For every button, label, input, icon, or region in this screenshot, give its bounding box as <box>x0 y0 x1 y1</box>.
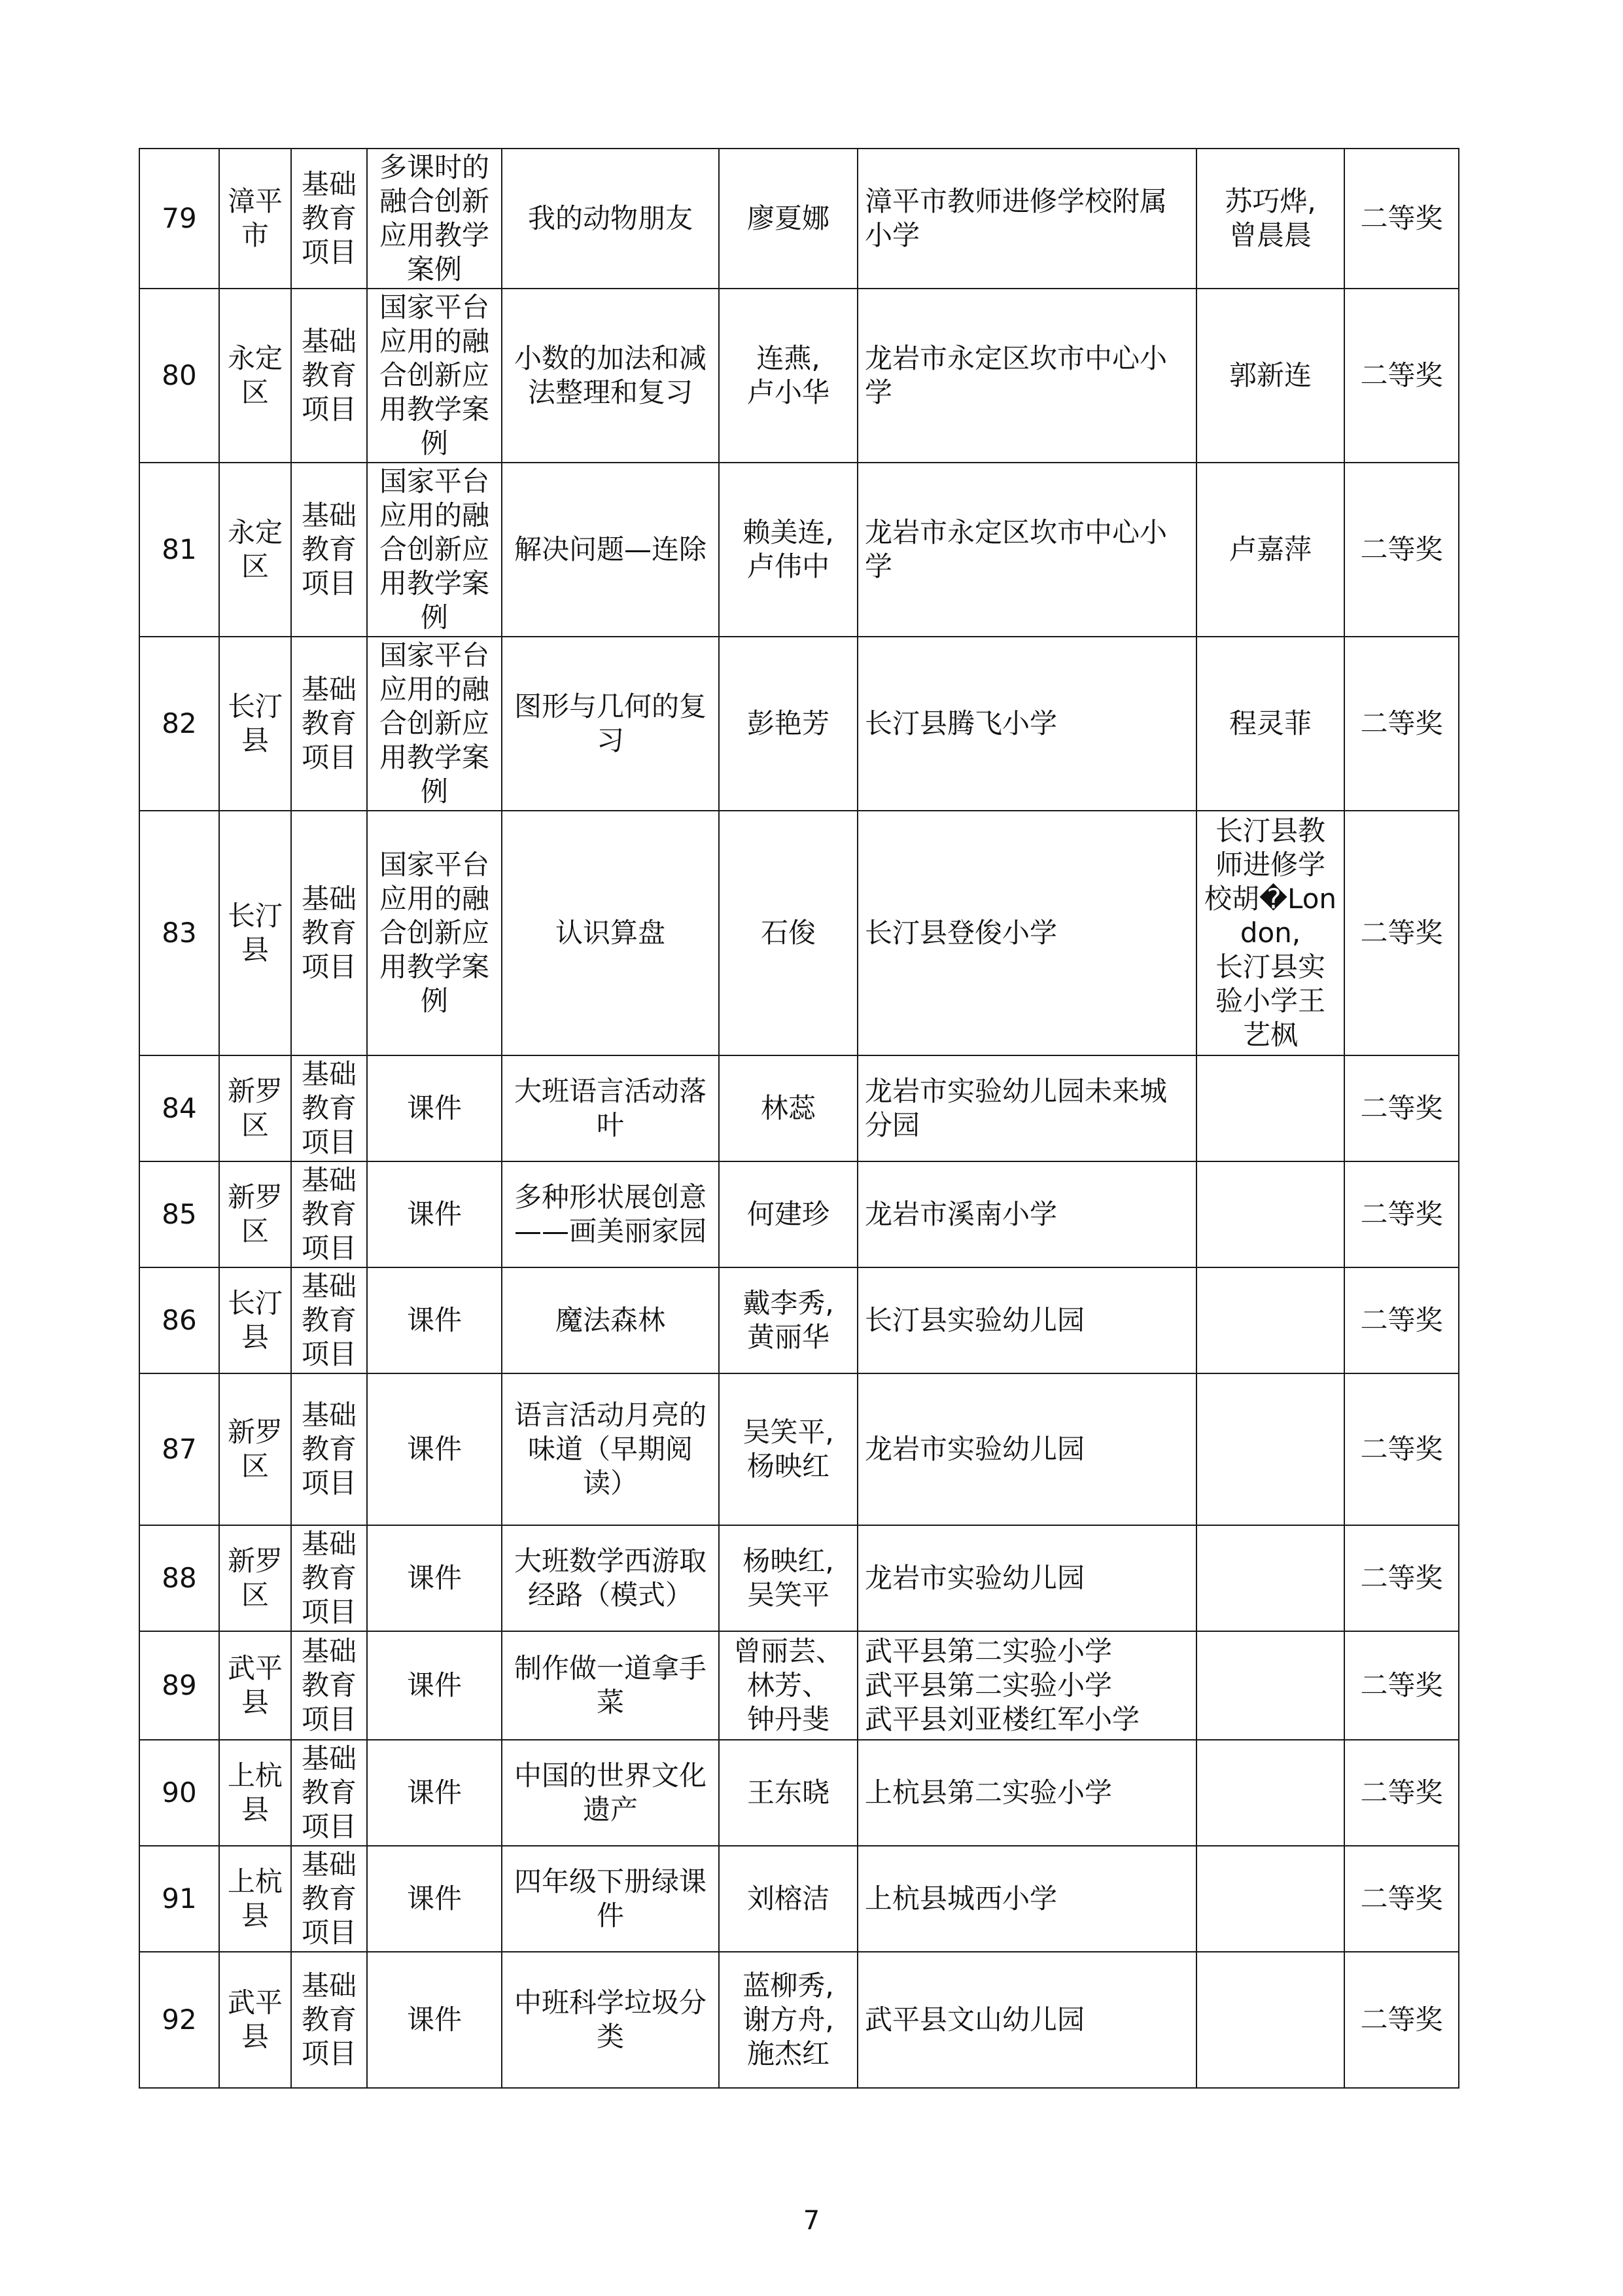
cell-category: 基础教育项目 <box>291 1373 367 1525</box>
cell-number: 85 <box>139 1161 219 1267</box>
cell-number: 86 <box>139 1267 219 1373</box>
cell-advisor: 苏巧烨, 曾晨晨 <box>1196 149 1344 289</box>
cell-unit: 长汀县登俊小学 <box>858 811 1196 1055</box>
cell-number: 87 <box>139 1373 219 1525</box>
cell-unit: 龙岩市永定区坎市中心小学 <box>858 463 1196 637</box>
cell-number: 92 <box>139 1952 219 2088</box>
table-row <box>139 637 1459 811</box>
cell-region: 永定区 <box>219 289 291 463</box>
cell-region: 武平县 <box>219 1952 291 2088</box>
cell-type: 课件 <box>367 1740 502 1846</box>
cell-number: 91 <box>139 1846 219 1952</box>
cell-type: 课件 <box>367 1846 502 1952</box>
cell-award: 二等奖 <box>1344 1373 1459 1525</box>
cell-title: 制作做一道拿手菜 <box>502 1631 719 1740</box>
table-row <box>139 1373 1459 1525</box>
cell-category: 基础教育项目 <box>291 1267 367 1373</box>
table-row <box>139 1952 1459 2088</box>
cell-advisor <box>1196 1161 1344 1267</box>
cell-type: 课件 <box>367 1055 502 1161</box>
cell-advisor <box>1196 1373 1344 1525</box>
cell-authors: 戴李秀, 黄丽华 <box>719 1267 858 1373</box>
table-row <box>139 463 1459 637</box>
cell-advisor: 程灵菲 <box>1196 637 1344 811</box>
cell-authors: 赖美连, 卢伟中 <box>719 463 858 637</box>
cell-unit: 长汀县腾飞小学 <box>858 637 1196 811</box>
cell-region: 新罗区 <box>219 1373 291 1525</box>
table-row <box>139 1267 1459 1373</box>
cell-award: 二等奖 <box>1344 1525 1459 1631</box>
cell-type: 课件 <box>367 1373 502 1525</box>
cell-authors: 曾丽芸、 林芳、 钟丹斐 <box>719 1631 858 1740</box>
cell-unit: 龙岩市实验幼儿园 <box>858 1525 1196 1631</box>
cell-authors: 何建珍 <box>719 1161 858 1267</box>
cell-number: 84 <box>139 1055 219 1161</box>
cell-authors: 杨映红, 吴笑平 <box>719 1525 858 1631</box>
cell-title: 语言活动月亮的味道（早期阅读） <box>502 1373 719 1525</box>
table-row <box>139 1525 1459 1631</box>
cell-type: 课件 <box>367 1525 502 1631</box>
cell-number: 88 <box>139 1525 219 1631</box>
cell-number: 82 <box>139 637 219 811</box>
cell-region: 长汀县 <box>219 1267 291 1373</box>
cell-title: 小数的加法和减法整理和复习 <box>502 289 719 463</box>
cell-unit: 龙岩市溪南小学 <box>858 1161 1196 1267</box>
cell-award: 二等奖 <box>1344 289 1459 463</box>
cell-advisor <box>1196 1267 1344 1373</box>
cell-type: 课件 <box>367 1952 502 2088</box>
cell-region: 新罗区 <box>219 1055 291 1161</box>
cell-title: 解决问题—连除 <box>502 463 719 637</box>
cell-award: 二等奖 <box>1344 1055 1459 1161</box>
page-number: 7 <box>803 2206 820 2236</box>
cell-award: 二等奖 <box>1344 1846 1459 1952</box>
cell-category: 基础教育项目 <box>291 289 367 463</box>
cell-award: 二等奖 <box>1344 637 1459 811</box>
cell-award: 二等奖 <box>1344 1740 1459 1846</box>
cell-title: 图形与几何的复习 <box>502 637 719 811</box>
cell-award: 二等奖 <box>1344 1631 1459 1740</box>
cell-authors: 连燕, 卢小华 <box>719 289 858 463</box>
cell-advisor <box>1196 1055 1344 1161</box>
cell-number: 83 <box>139 811 219 1055</box>
table-row <box>139 1055 1459 1161</box>
cell-unit: 武平县文山幼儿园 <box>858 1952 1196 2088</box>
table-body <box>139 149 1459 2088</box>
cell-type: 国家平台应用的融合创新应用教学案例 <box>367 637 502 811</box>
table-row <box>139 1631 1459 1740</box>
cell-award: 二等奖 <box>1344 149 1459 289</box>
table-row <box>139 811 1459 1055</box>
cell-region: 新罗区 <box>219 1525 291 1631</box>
cell-category: 基础教育项目 <box>291 1952 367 2088</box>
cell-category: 基础教育项目 <box>291 1740 367 1846</box>
cell-unit: 漳平市教师进修学校附属小学 <box>858 149 1196 289</box>
table-row <box>139 1846 1459 1952</box>
cell-region: 漳平市 <box>219 149 291 289</box>
cell-award: 二等奖 <box>1344 1161 1459 1267</box>
cell-unit: 龙岩市实验幼儿园未来城分园 <box>858 1055 1196 1161</box>
cell-title: 我的动物朋友 <box>502 149 719 289</box>
cell-category: 基础教育项目 <box>291 1846 367 1952</box>
cell-region: 新罗区 <box>219 1161 291 1267</box>
cell-authors: 石俊 <box>719 811 858 1055</box>
cell-type: 课件 <box>367 1161 502 1267</box>
cell-title: 大班数学西游取经路（模式） <box>502 1525 719 1631</box>
table-row <box>139 289 1459 463</box>
cell-award: 二等奖 <box>1344 463 1459 637</box>
cell-title: 中国的世界文化遗产 <box>502 1740 719 1846</box>
cell-region: 长汀县 <box>219 811 291 1055</box>
cell-award: 二等奖 <box>1344 1267 1459 1373</box>
cell-award: 二等奖 <box>1344 811 1459 1055</box>
cell-unit: 上杭县城西小学 <box>858 1846 1196 1952</box>
cell-title: 大班语言活动落叶 <box>502 1055 719 1161</box>
cell-authors: 廖夏娜 <box>719 149 858 289</box>
table-row <box>139 1740 1459 1846</box>
cell-authors: 林蕊 <box>719 1055 858 1161</box>
cell-unit: 上杭县第二实验小学 <box>858 1740 1196 1846</box>
cell-advisor <box>1196 1525 1344 1631</box>
cell-region: 长汀县 <box>219 637 291 811</box>
cell-region: 武平县 <box>219 1631 291 1740</box>
cell-number: 89 <box>139 1631 219 1740</box>
cell-authors: 刘榕洁 <box>719 1846 858 1952</box>
cell-advisor <box>1196 1952 1344 2088</box>
cell-category: 基础教育项目 <box>291 1525 367 1631</box>
cell-advisor: 长汀县教师进修学校胡�London, 长汀县实验小学王艺枫 <box>1196 811 1344 1055</box>
cell-number: 79 <box>139 149 219 289</box>
cell-type: 多课时的融合创新应用教学案例 <box>367 149 502 289</box>
cell-type: 国家平台应用的融合创新应用教学案例 <box>367 463 502 637</box>
cell-number: 81 <box>139 463 219 637</box>
cell-advisor: 郭新连 <box>1196 289 1344 463</box>
cell-category: 基础教育项目 <box>291 1161 367 1267</box>
cell-advisor: 卢嘉萍 <box>1196 463 1344 637</box>
cell-unit: 武平县第二实验小学 武平县第二实验小学 武平县刘亚楼红军小学 <box>858 1631 1196 1740</box>
cell-advisor <box>1196 1740 1344 1846</box>
awards-table <box>139 148 1459 2089</box>
cell-authors: 吴笑平, 杨映红 <box>719 1373 858 1525</box>
cell-authors: 王东晓 <box>719 1740 858 1846</box>
cell-number: 90 <box>139 1740 219 1846</box>
cell-type: 课件 <box>367 1267 502 1373</box>
cell-category: 基础教育项目 <box>291 637 367 811</box>
cell-type: 国家平台应用的融合创新应用教学案例 <box>367 289 502 463</box>
table-row <box>139 1161 1459 1267</box>
cell-title: 魔法森林 <box>502 1267 719 1373</box>
cell-category: 基础教育项目 <box>291 1055 367 1161</box>
cell-title: 多种形状展创意——画美丽家园 <box>502 1161 719 1267</box>
cell-award: 二等奖 <box>1344 1952 1459 2088</box>
cell-region: 上杭县 <box>219 1740 291 1846</box>
cell-category: 基础教育项目 <box>291 1631 367 1740</box>
cell-title: 四年级下册绿课件 <box>502 1846 719 1952</box>
cell-title: 认识算盘 <box>502 811 719 1055</box>
cell-category: 基础教育项目 <box>291 811 367 1055</box>
cell-unit: 龙岩市实验幼儿园 <box>858 1373 1196 1525</box>
cell-advisor <box>1196 1846 1344 1952</box>
cell-type: 课件 <box>367 1631 502 1740</box>
table-row <box>139 149 1459 289</box>
cell-title: 中班科学垃圾分类 <box>502 1952 719 2088</box>
cell-authors: 蓝柳秀, 谢方舟, 施杰红 <box>719 1952 858 2088</box>
cell-advisor <box>1196 1631 1344 1740</box>
cell-category: 基础教育项目 <box>291 149 367 289</box>
cell-type: 国家平台应用的融合创新应用教学案例 <box>367 811 502 1055</box>
cell-region: 上杭县 <box>219 1846 291 1952</box>
cell-unit: 龙岩市永定区坎市中心小学 <box>858 289 1196 463</box>
cell-region: 永定区 <box>219 463 291 637</box>
cell-unit: 长汀县实验幼儿园 <box>858 1267 1196 1373</box>
cell-category: 基础教育项目 <box>291 463 367 637</box>
cell-authors: 彭艳芳 <box>719 637 858 811</box>
cell-number: 80 <box>139 289 219 463</box>
